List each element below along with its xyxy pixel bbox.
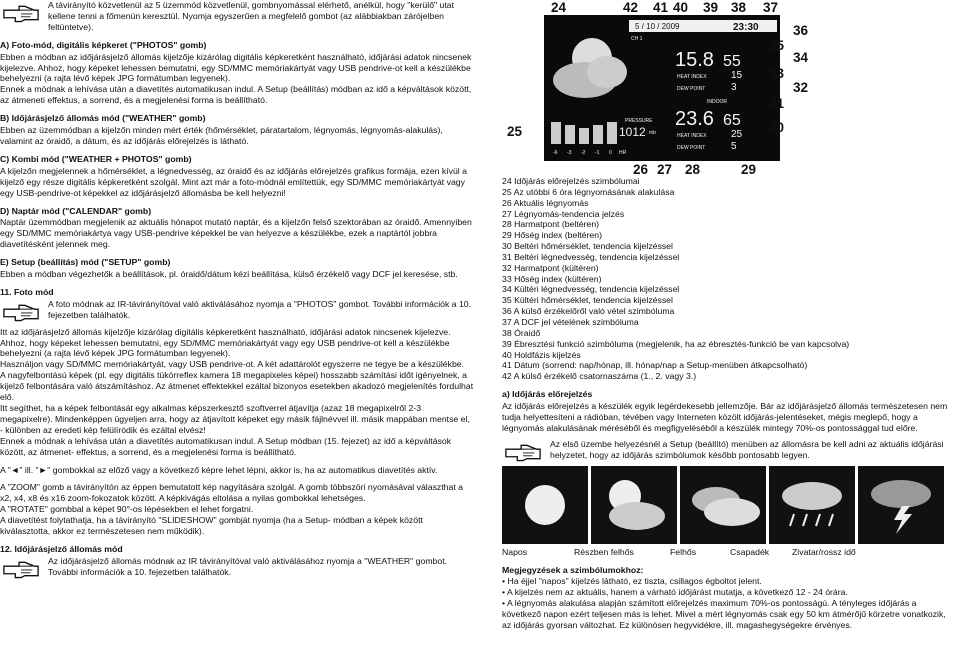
section-11-p9: A "ROTATE" gombbal a képet 90°-os lépésekben el lehet forgatni. [0,504,254,515]
callout-29: 29 [741,162,757,176]
dew-point-label: DEW POINT [677,86,706,92]
callout-42: 42 [623,0,639,15]
callout-34: 34 [793,50,809,65]
legend-item: 29 Hőség index (beltéren) [502,230,602,241]
callout-28: 28 [685,162,701,176]
section-12-note-text: Az időjárásjelző állomás módnak az IR távirányítóval való aktiválásához nyomja a "WEATHER" gombot. További információk a 10. fejezetben találhatók. [48,555,448,577]
weather-labels [502,547,957,558]
callout-30: 30 [769,120,785,135]
symbol-note-1: • Ha éjjel "napos" kijelzés látható, ez tiszta, csillagos égboltot jelent. [502,576,762,587]
partly-cloudy-icon [591,466,677,544]
forecast-note-text: Az első üzembe helyezésnél a Setup (beállító) menüben az állomásra be kell adni az aktuális időjárási helyzetet, hogy az időjárás szimbólumok később pontosabb legyen. [550,438,944,460]
section-a-p2: Ennek a módnak a lehívása után a diavetítés automatikusan indul. A Setup (beállítás) módban az idő a képváltások között, az átmeneti effektus, a sorrend, és a megjelenési forma is beállítható. [0,84,472,106]
intro-note [0,0,474,33]
indoor-temp: 23.6 [675,108,714,130]
weather-icons-row [502,466,957,544]
section-11-p1: Itt az időjárásjelző állomás kijelzője kizárólag digitális képkeretként használható, időjárási adatok nincsenek kijelezve. [0,326,451,337]
legend-item: 28 Harmatpont (beltéren) [502,219,600,230]
bar-axis-1: -3 [567,150,572,156]
pressure-unit: mb [649,130,656,136]
section-12 [0,544,474,578]
left-column [0,0,474,580]
callout-32: 32 [793,80,809,95]
section-a [0,40,474,106]
symbol-notes-title: Megjegyzések a szimbólumokhoz: [502,565,644,576]
heat-index-value: 15 [731,70,743,81]
intro-text: A távirányító közvetlenül az 5 üzemmód közvetlenül, gombnyomással elérhető, anélkül, hogy "kerülő" utat kellene tenni a főmenün keresztül. Nyomja egyszerűen a megfelelő gombot (az alábbiakban zárójelben feltüntetve). [48,0,455,32]
legend-item: 42 A külső érzékelő csatornaszáma (1., 2. vagy 3.) [502,371,697,382]
legend-item: 30 Beltéri hőmérséklet, tendencia kijelzéssel [502,241,673,252]
section-11-p4: A nagyfelbontású képek (pl. egy digitális tükörreflex kamera 18 megapixeles képei) hosszabb számítási időt igényelnek, a kijelző felbontására való átszámításhoz. Az átmenet effektekkel ezáltal bizonyos esetekben akadozó megjelenítés fordulhat elő. [0,370,474,403]
legend-item: 26 Aktuális légnyomás [502,197,589,208]
channel-label: CH 1 [631,36,643,42]
section-b [0,113,474,147]
sunny-icon [502,466,588,544]
pointing-hand-icon [2,2,40,24]
section-11-p10: A diavetítést folytathatja, ha a távirányító "SLIDESHOW" gombját nyomja (ha a Setup- módban a képek között kiválasztotta, akkor ez természetesen nem működik). [0,515,423,537]
legend-item: 25 Az utóbbi 6 óra légnyomásának alakulása [502,186,675,197]
legend-item: 27 Légnyomás-tendencia jelzés [502,208,625,219]
section-c [0,154,474,199]
section-c-title: C) Kombi mód ("WEATHER + PHOTOS" gomb) [0,153,192,164]
dew-point-value: 3 [731,82,737,93]
forecast-p1: Az időjárás előrejelzés a készülék egyik legérdekesebb jellemzője. Bár az időjárásjelző állomás természetesen nem tudja helyettesíteni a rádióban, tévében vagy Interneten közölt időjárás-jelentéseket, mégis meglepő, hogy a légnyomás alakulásának méréséből és megfigyeléséből a készülék mintegy 70%-os pontossággal tud előre. [502,400,948,433]
legend-item: 33 Hőség index (kültéren) [502,273,602,284]
callout-27: 27 [657,162,673,176]
symbol-note-3: • A légnyomás alakulása alapján számított előrejelzés maximum 70%-os pontosságú. A tényleges időjárás a következő napon ezért teljesen más is lehet. Mivel a mért légnyomás csak egy 50 km átmérőjű körzetre vonatkozik, az időjárás gyorsan változhat. Ez különösen hegyvidékre, ill. magashegységekre érvényes. [502,598,946,630]
section-d [0,206,474,251]
section-12-title: 12. Időjárásjelző állomás mód [0,543,123,554]
section-b-p1: Ebben az üzemmódban a kijelzőn minden mért érték (hőmérséklet, páratartalom, légnyomás, légnyomás-alakulás), valamint az óraidő, a dátum, és az időjárás előrejelzés is látható. [0,125,443,146]
forecast-note [502,439,957,461]
pointing-hand-icon [2,558,40,580]
heat-index-value-indoor: 25 [731,129,743,140]
rain-icon [769,466,855,544]
bar-axis-0: -6 [553,150,558,156]
dew-point-label-indoor: DEW POINT [677,145,706,151]
callout-24: 24 [551,0,567,15]
time-text: 23:30 [733,22,759,33]
weather-label-sunny: Napos [502,547,528,558]
section-a-p1: Ebben a módban az időjárásjelző állomás kijelzője kizárólag digitális képkeretként használható, időjárási adatok nincsenek kijelezve. Ahhoz, hogy képeket lehessen bemutatni, egy SD/MMC memóriakártyát vagy USB pendrive-ot kell a készülékbe behelyezni (a rajta lévő képek JPG formátumban legyenek). [0,51,472,84]
bar-axis-3: -1 [595,150,600,156]
section-11-p8: A "ZOOM" gomb a távirányítón az éppen bemutatott kép nagyítására szolgál. A gomb többszöri nyomásával választhat a x2, x4, x8 és x16 zoom-fokozatok között. A képkivágás eltolása a nyilas gombokkal lehetséges. [0,482,463,504]
heat-index-label-indoor: HEAT INDEX [677,133,707,139]
section-11-note-text: A foto módnak az IR-távirányítóval való aktiválásához nyomja a "PHOTOS" gombot. További információk a 10. fejezetben találhatók. [48,298,472,320]
lcd-display-diagram [507,0,960,176]
section-11-p3: Használjon vagy SD/MMC memóriakártyát, vagy USB pendrive-ot. A két adattárolót egyszerre ne tegye be a készülékbe. [0,359,465,370]
callout-36: 36 [793,23,809,38]
section-e-p1: Ebben a módban végezhetők a beállítások, pl. óraidő/dátum kézi beállítása, külső érzékelő vagy DCF jel keresése, stb. [0,269,458,280]
heat-index-label: HEAT INDEX [677,74,707,80]
section-11-title: 11. Foto mód [0,286,54,297]
pressure-label: PRESSURE [625,118,653,124]
callout-26: 26 [633,162,649,176]
section-11-p7: A "◄" ill. "►" gombokkal az előző vagy a következő képre lehet lépni, akkor is, ha az automatikus diavetítés aktív. [0,464,438,475]
section-e-title: E) Setup (beállítás) mód ("SETUP" gomb) [0,257,171,268]
legend-list [502,176,957,382]
section-11-p2: Ahhoz, hogy képeket lehessen bemutatni, egy SD/MMC memóriakártyát vagy egy USB pendrive-ot kell a készülékbe behelyezni (a rajta lévő képek JPG formátumban legyenek). [0,337,450,359]
forecast-title: a) Időjárás előrejelzés [502,389,593,400]
section-c-p1: A kijelzőn megjelennek a hőmérséklet, a légnedvesség, az óraidő és az időjárás előrejelzés grafikus formája, ezen kívül a kijelző egy része digitális képkeretként szolgál. Mint azt már a foto-módnál említettük, egy SD/MMC memóriakártyát vagy egy USB-pendrive-ot képekkel az időjárásjelző állomásba be kell helyezni! [0,165,467,198]
weather-label-storm: Zivatar/rossz idő [792,547,856,558]
legend-item: 37 A DCF jel vételének szimbóluma [502,316,639,327]
section-11-p5: Itt segíthet, ha a képek felbontását egy alkalmas képszerkesztő szoftverrel átjavítja (azaz 18 megapixelről 2-3 megapixelre). Mindenképpen ügyeljen arra, hogy az átjavított képeket egy másik fájlnévvel ill. másik mappában mentse el, - különben az eredeti kép felülíródik és ezáltal elvész! [0,403,470,435]
section-12-note [0,556,474,578]
outdoor-humidity: 55 [723,53,741,70]
legend-item: 40 Holdfázis kijelzés [502,349,581,360]
callout-41: 41 [653,0,669,15]
legend-item: 31 Beltéri légnedvesség, tendencia kijelzéssel [502,251,680,262]
storm-icon [858,466,944,544]
dew-point-value-indoor: 5 [731,141,737,152]
section-11-note [0,299,474,321]
legend-item: 41 Dátum (sorrend: nap/hónap, ill. hónap/nap a Setup-menüben átkapcsolható) [502,360,808,371]
callout-35: 35 [769,38,785,53]
weather-label-cloudy: Felhős [670,547,697,558]
forecast-section [502,389,957,460]
indoor-label: INDOOR [707,99,727,105]
legend-item: 24 Időjárás előrejelzés szimbólumai [502,176,640,186]
bar-axis-2: -2 [581,150,586,156]
section-b-title: B) Időjárásjelző állomás mód ("WEATHER" gomb) [0,113,206,124]
callout-33: 33 [769,66,785,81]
legend-item: 38 Óraidő [502,327,541,338]
callout-39: 39 [703,0,719,15]
callout-31: 31 [769,96,785,111]
pressure-value: 1012 [619,125,646,139]
section-a-title: A) Foto-mód, digitális képkeret ("PHOTOS" gomb) [0,39,207,50]
callout-37: 37 [763,0,779,15]
indoor-humidity: 65 [723,112,741,129]
legend-item: 36 A külső érzékelőről való vétel szimbóluma [502,306,675,317]
section-e [0,257,474,280]
callout-38: 38 [731,0,747,15]
pointing-hand-icon [2,301,40,323]
weather-label-rain: Csapadék [730,547,770,558]
right-column [502,176,957,631]
section-d-p1: Naptár üzemmódban megjelenik az aktuális hónapot mutató naptár, és a kijelzőn felső szektorában az óraidő. Amennyiben egy SD/MMC memóriakártya vagy USB-pendrive képekkel be van helyezve a készülékbe, ezek a naptártól jobbra diavetítésként jelennek meg. [0,217,472,250]
section-d-title: D) Naptár mód ("CALENDAR" gomb) [0,205,152,216]
legend-item: 39 Ébresztési funkció szimbóluma (megjelenik, ha az ébresztés-funkció be van kapcsolva) [502,338,850,349]
symbol-note-2: • A kijelzés nem az aktuális, hanem a várható időjárást mutatja, a következő 12 - 24 órára. [502,587,848,598]
callout-40: 40 [673,0,689,15]
legend-item: 35 Kültéri hőmérséklet, tendencia kijelzéssel [502,295,673,306]
legend-item: 32 Harmatpont (kültéren) [502,262,599,273]
outdoor-temp: 15.8 [675,49,714,71]
cloudy-icon [680,466,766,544]
section-11-p6: Ennek a módnak a lehívása után a diavetítés automatikusan indul. A Setup módban (15. fejezet) az idő a képváltások között, az átmenet- effektus, a sorrend, és a megjelenési forma is beállítható. [0,435,452,457]
bar-axis-4: 0 [609,150,612,156]
date-text: 5 / 10 / 2009 [635,22,680,31]
legend-item: 34 Kültéri légnedvesség, tendencia kijelzéssel [502,284,680,295]
section-11 [0,287,474,537]
weather-label-partly: Részben felhős [574,547,634,558]
pointing-hand-icon [504,441,542,463]
callout-25: 25 [507,124,523,139]
bar-axis-5: HR [619,150,627,156]
